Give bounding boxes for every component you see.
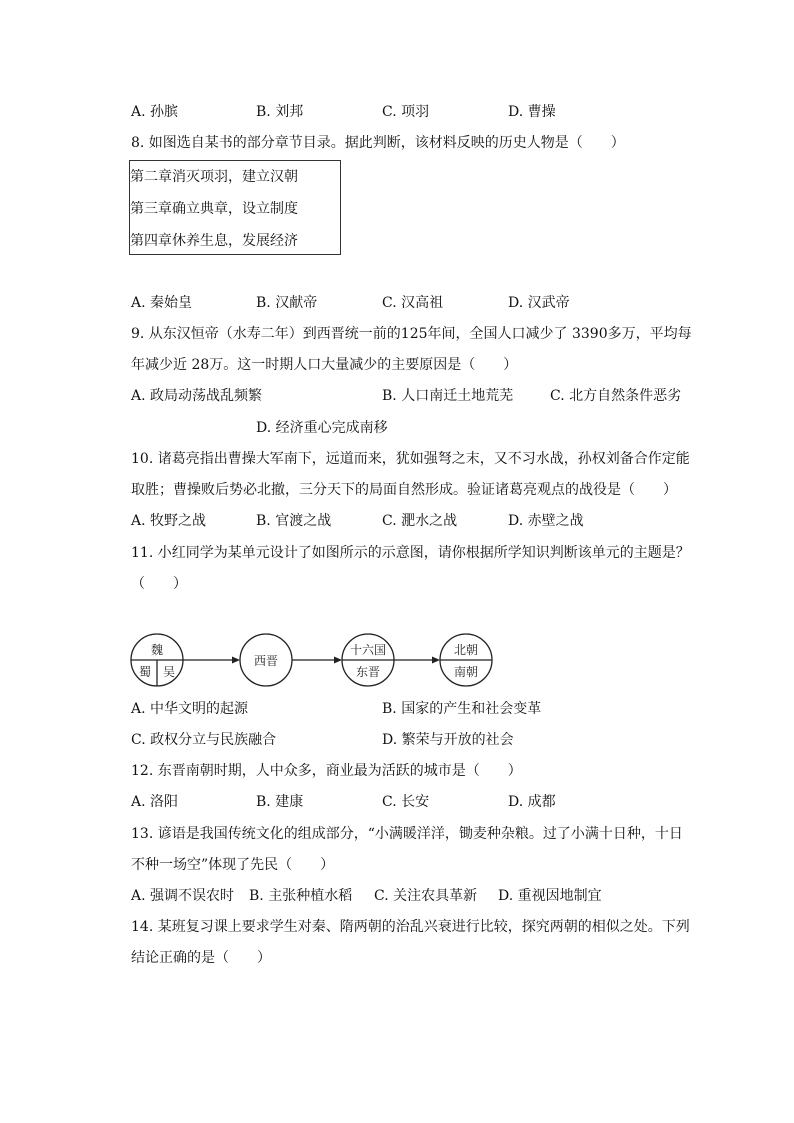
q13-option-b: B. 主张种植水稻 <box>249 888 353 904</box>
q11-stem-line-1: 11. 小红同学为某单元设计了如图所示的示意图，请你根据所学知识判断该单元的主题是？ <box>131 545 690 561</box>
label-western-jin: 西晋 <box>253 654 279 668</box>
q10-stem-line-1: 10. 诸葛亮指出曹操大军南下，远道而来，犹如强弩之末，又不习水战，孙权刘备合作定能 <box>131 451 690 467</box>
q11-option-d: D. 繁荣与开放的社会 <box>382 732 514 748</box>
q12-option-b: B. 建康 <box>256 794 304 810</box>
q8-option-b: B. 汉献帝 <box>256 295 318 311</box>
q9-stem-line-1: 9. 从东汉恒帝（水寿二年）到西晋统一前的125年间，全国人口减少了 3390多万，平均每 <box>131 326 692 342</box>
q12-option-c: C. 长安 <box>382 794 430 810</box>
q8-toc-box <box>129 160 341 255</box>
q8-option-d: D. 汉武帝 <box>508 295 570 311</box>
q11-option-c: C. 政权分立与民族融合 <box>131 732 277 748</box>
q13-option-d: D. 重视因地制宜 <box>498 888 602 904</box>
label-wu: 吴 <box>162 665 176 679</box>
q11-option-a: A. 中华文明的起源 <box>131 701 249 717</box>
q9-option-b: B. 人口南迁土地荒芜 <box>382 388 514 404</box>
q8-toc-line-1: 第二章消灭项羽，建立汉朝 <box>130 169 298 185</box>
arrow-head-1 <box>232 657 240 664</box>
q12-option-a: A. 洛阳 <box>131 794 179 810</box>
q10-option-d: D. 赤壁之战 <box>508 513 584 529</box>
label-eastern-jin: 东晋 <box>355 665 381 679</box>
label-northern-dynasties: 北朝 <box>453 643 479 657</box>
q14-stem-line-1: 14. 某班复习课上要求学生对秦、隋两朝的治乱兴衰进行比较，探究两朝的相似之处。下列 <box>131 919 690 935</box>
q9-option-c: C. 北方自然条件恶劣 <box>550 388 682 404</box>
q11-option-b: B. 国家的产生和社会变革 <box>382 701 542 717</box>
q9-option-d: D. 经济重心完成南移 <box>256 420 388 436</box>
q11-stem-line-2: （ ） <box>131 576 187 592</box>
q9-stem-line-2: 年减少近 28万。这一时期人口大量减少的主要原因是（ ） <box>131 357 518 373</box>
q10-option-a: A. 牧野之战 <box>131 513 207 529</box>
q7-option-a: A. 孙膑 <box>131 104 179 120</box>
q8-toc-line-2: 第三章确立典章，设立制度 <box>130 201 298 217</box>
q13-stem-line-1: 13. 谚语是我国传统文化的组成部分，“小满暖洋洋，锄麦种杂粮。过了小满十日种，十日 <box>131 826 683 842</box>
q8-toc-line-3: 第四章休养生息，发展经济 <box>130 233 298 249</box>
q7-option-c: C. 项羽 <box>382 104 430 120</box>
q7-option-b: B. 刘邦 <box>256 104 304 120</box>
q10-stem-line-2: 取胜；曹操败后势必北撤，三分天下的局面自然形成。验证诸葛亮观点的战役是（ ） <box>131 482 677 498</box>
q8-option-c: C. 汉高祖 <box>382 295 444 311</box>
dynasty-flow-diagram <box>128 628 500 692</box>
q13-option-a: A. 强调不误农时 <box>131 888 235 904</box>
q13-option-c: C. 关注农具革新 <box>374 888 478 904</box>
q14-stem-line-2: 结论正确的是（ ） <box>131 950 271 966</box>
q13-stem-line-2: 不种一场空”体现了先民（ ） <box>131 857 335 873</box>
label-wei: 魏 <box>150 643 164 657</box>
q8-option-a: A. 秦始皇 <box>131 295 193 311</box>
q10-option-c: C. 淝水之战 <box>382 513 458 529</box>
arrow-head-2 <box>334 657 342 664</box>
arrow-head-3 <box>432 657 440 664</box>
label-sixteen-kingdoms: 十六国 <box>349 643 387 657</box>
label-southern-dynasties: 南朝 <box>453 665 479 679</box>
q7-option-d: D. 曹操 <box>508 104 556 120</box>
q8-stem: 8. 如图选自某书的部分章节目录。据此判断，该材料反映的历史人物是（ ） <box>131 135 625 151</box>
q9-option-a: A. 政局动荡战乱频繁 <box>131 388 263 404</box>
q12-option-d: D. 成都 <box>508 794 556 810</box>
label-shu: 蜀 <box>138 665 152 679</box>
q10-option-b: B. 官渡之战 <box>256 513 332 529</box>
q12-stem: 12. 东晋南朝时期，人中众多，商业最为活跃的城市是（ ） <box>131 763 522 779</box>
